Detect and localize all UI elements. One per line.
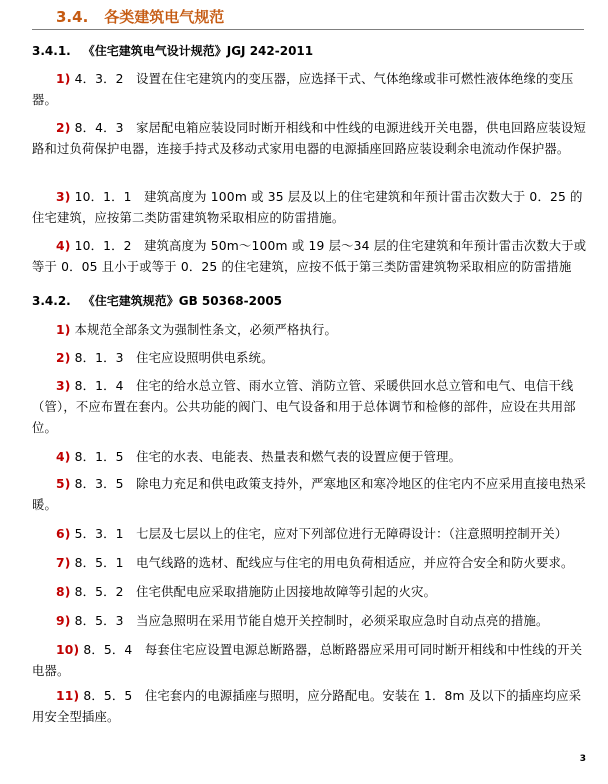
heading-divider: [32, 29, 584, 30]
item-text: 8．5．3 当应急照明在采用节能自熄开关控制时，必须采取应急时自动点亮的措施。: [74, 614, 549, 628]
subsection-title: 《住宅建筑电气设计规范》JGJ 242-2011: [82, 44, 314, 58]
item-number: 10): [56, 643, 80, 657]
item-text: 8．1．4 住宅的给水总立管、雨水立管、消防立管、采暖供回水总立管和电气、电信干线（管），不应布置在套内。公共功能的阀门、电气设备和用于总体调节和检修的部件，应设在共用部位。: [32, 379, 576, 435]
subsection-title: 《住宅建筑规范》GB 50368-2005: [82, 294, 283, 308]
item-number: 3): [56, 190, 71, 204]
item-text: 8．5．4 每套住宅应设置电源总断路器，总断路器应采用可同时断开相线和中性线的开关电器。: [32, 643, 583, 678]
list-item: [32, 187, 588, 229]
list-item: [32, 118, 588, 160]
item-text: 5．3．1 七层及七层以上的住宅，应对下列部位进行无障碍设计：（注意照明控制开关）: [74, 527, 568, 541]
item-text: 8．3．5 除电力充足和供电政策支持外，严寒地区和寒冷地区的住宅内不应采用直接电热采暖。: [32, 477, 587, 512]
item-number: 4): [56, 450, 71, 464]
item-number: 1): [56, 323, 71, 337]
subsection-number: 3.4.1.: [32, 44, 71, 58]
item-number: 3): [56, 379, 71, 393]
item-text: 8．5．2 住宅供配电应采取措施防止因接地故障等引起的火灾。: [74, 585, 437, 599]
page-number: 3: [579, 754, 586, 764]
item-number: 9): [56, 614, 71, 628]
list-item: [32, 69, 588, 111]
item-number: 8): [56, 585, 71, 599]
subsection-number: 3.4.2.: [32, 294, 71, 308]
item-text: 8．4．3 家居配电箱应装设同时断开相线和中性线的电源进线开关电器，供电回路应装设短路和过负荷保护电器，连接手持式及移动式家用电器的电源插座回路应装设剩余电流动作保护器。: [32, 121, 587, 156]
item-number: 1): [56, 72, 71, 86]
section-heading: [56, 6, 224, 27]
list-item: [32, 524, 588, 545]
subsection-heading-1: [32, 42, 313, 59]
list-item: [32, 640, 588, 682]
list-item: [32, 474, 588, 516]
section-number: 3.4.: [56, 8, 89, 26]
item-number: 4): [56, 239, 71, 253]
item-number: 6): [56, 527, 71, 541]
item-number: 11): [56, 689, 80, 703]
list-item: [32, 582, 588, 603]
item-number: 2): [56, 121, 71, 135]
list-item: [32, 348, 588, 369]
item-number: 5): [56, 477, 71, 491]
item-text: 8．1．5 住宅的水表、电能表、热量表和燃气表的设置应便于管理。: [74, 450, 462, 464]
list-item: [32, 376, 588, 439]
list-item: [32, 686, 588, 728]
item-text: 10．1．2 建筑高度为 50m～100m 或 19 层～34 层的住宅建筑和年预计雷击次数大于或等于 0．05 且小于或等于 0．25 的住宅建筑，应按不低于第三类防雷建筑物采取相应的防雷措施: [32, 239, 587, 274]
subsection-heading-2: [32, 292, 282, 309]
item-text: 10．1．1 建筑高度为 100m 或 35 层及以上的住宅建筑和年预计雷击次数大于 0．25 的住宅建筑，应按第二类防雷建筑物采取相应的防雷措施。: [32, 190, 583, 225]
list-item: [32, 611, 588, 632]
item-text: 8．5．5 住宅套内的电源插座与照明，应分路配电。安装在 1．8m 及以下的插座均应采用安全型插座。: [32, 689, 582, 724]
item-text: 8．5．1 电气线路的选材、配线应与住宅的用电负荷相适应，并应符合安全和防火要求。: [74, 556, 574, 570]
section-title: 各类建筑电气规范: [104, 8, 225, 26]
item-number: 2): [56, 351, 71, 365]
item-text: 4．3．2 设置在住宅建筑内的变压器，应选择干式、气体绝缘或非可燃性液体绝缘的变压器。: [32, 72, 574, 107]
list-item: [32, 320, 588, 341]
item-text: 本规范全部条文为强制性条文，必须严格执行。: [74, 323, 338, 337]
list-item: [32, 447, 588, 468]
item-text: 8．1．3 住宅应设照明供电系统。: [74, 351, 274, 365]
list-item: [32, 553, 588, 574]
item-number: 7): [56, 556, 71, 570]
list-item: [32, 236, 588, 278]
